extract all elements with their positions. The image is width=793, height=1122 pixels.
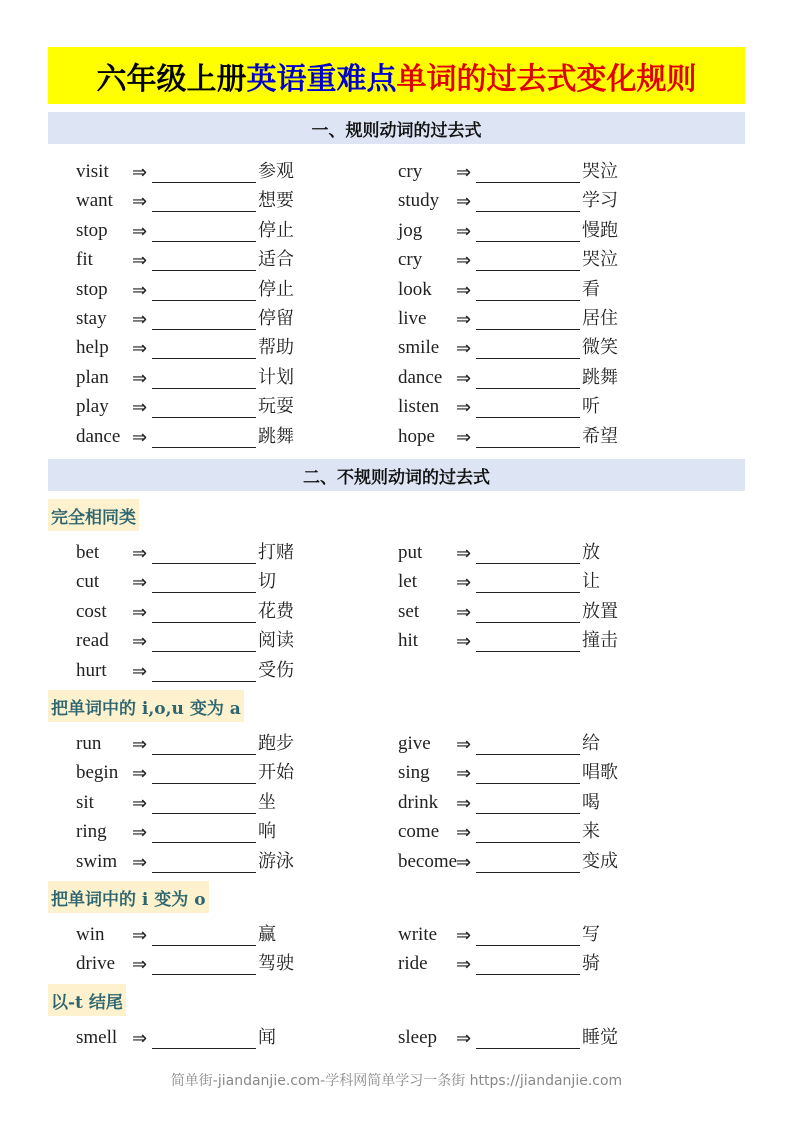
answer-blank[interactable] xyxy=(152,852,256,873)
chinese-meaning: 喝 xyxy=(582,791,600,813)
answer-blank[interactable] xyxy=(476,338,580,359)
answer-blank[interactable] xyxy=(152,427,256,448)
arrow-icon: ⇒ xyxy=(456,734,472,755)
answer-blank[interactable] xyxy=(152,602,256,623)
arrow-icon: ⇒ xyxy=(132,397,148,419)
answer-blank[interactable] xyxy=(152,925,256,946)
chinese-meaning: 驾驶 xyxy=(258,953,294,975)
word-row xyxy=(398,847,618,873)
answer-blank[interactable] xyxy=(476,602,580,623)
answer-blank[interactable] xyxy=(152,191,256,212)
word-row xyxy=(398,186,618,212)
base-verb: sleep xyxy=(398,1027,438,1048)
answer-blank[interactable] xyxy=(152,1028,256,1049)
arrow-icon: ⇒ xyxy=(132,601,148,623)
arrow-icon: ⇒ xyxy=(456,162,472,183)
chinese-meaning: 跳舞 xyxy=(582,366,618,388)
base-verb: write xyxy=(398,924,438,945)
word-row xyxy=(76,626,294,652)
word-row xyxy=(76,656,294,682)
base-verb: hope xyxy=(398,425,435,447)
answer-blank[interactable] xyxy=(152,368,256,389)
section-heading-regular: 一、规则动词的过去式 xyxy=(48,112,745,144)
chinese-meaning: 响 xyxy=(258,821,276,843)
arrow-icon: ⇒ xyxy=(132,162,148,183)
chinese-meaning: 居住 xyxy=(582,308,618,329)
base-verb: put xyxy=(398,542,423,563)
word-row xyxy=(76,186,294,212)
answer-blank[interactable] xyxy=(476,280,580,301)
answer-blank[interactable] xyxy=(152,954,256,975)
chinese-meaning: 花费 xyxy=(258,600,294,622)
word-row xyxy=(76,392,294,418)
word-row xyxy=(398,567,600,593)
arrow-icon: ⇒ xyxy=(456,309,472,330)
word-row xyxy=(398,392,600,418)
chinese-meaning: 受伤 xyxy=(258,659,294,681)
arrow-icon: ⇒ xyxy=(456,191,472,213)
base-verb: cost xyxy=(76,600,107,622)
answer-blank[interactable] xyxy=(152,397,256,418)
base-verb: begin xyxy=(76,762,119,784)
word-row xyxy=(398,363,618,389)
answer-blank[interactable] xyxy=(152,280,256,301)
section-heading-irregular: 二、不规则动词的过去式 xyxy=(48,459,745,491)
chinese-meaning: 阅读 xyxy=(258,630,294,652)
arrow-icon: ⇒ xyxy=(132,1028,148,1049)
arrow-icon: ⇒ xyxy=(132,572,148,594)
title-part-rule: 单词的过去式变化规则 xyxy=(396,61,697,97)
word-row xyxy=(398,920,600,946)
page-title xyxy=(48,47,745,104)
chinese-meaning: 哭泣 xyxy=(582,161,618,182)
word-row xyxy=(398,729,600,755)
word-row xyxy=(76,567,276,593)
answer-blank[interactable] xyxy=(152,572,256,593)
chinese-meaning: 玩耍 xyxy=(258,396,294,418)
arrow-icon: ⇒ xyxy=(456,925,472,946)
answer-blank[interactable] xyxy=(476,397,580,418)
answer-blank[interactable] xyxy=(476,734,580,755)
arrow-icon: ⇒ xyxy=(456,792,472,814)
base-verb: plan xyxy=(76,366,109,388)
arrow-icon: ⇒ xyxy=(132,763,148,785)
word-row xyxy=(76,817,276,843)
arrow-icon: ⇒ xyxy=(132,250,148,272)
word-row xyxy=(398,333,618,359)
answer-blank[interactable] xyxy=(476,427,580,448)
answer-blank[interactable] xyxy=(152,162,256,183)
chinese-meaning: 写 xyxy=(582,924,600,945)
base-verb: drink xyxy=(398,791,439,813)
word-row xyxy=(76,1023,276,1049)
answer-blank[interactable] xyxy=(152,338,256,359)
chinese-meaning: 给 xyxy=(582,733,600,754)
word-row xyxy=(76,216,294,242)
word-row xyxy=(76,920,276,946)
arrow-icon: ⇒ xyxy=(132,734,148,755)
arrow-icon: ⇒ xyxy=(456,250,472,272)
chinese-meaning: 跑步 xyxy=(258,733,294,754)
base-verb: ride xyxy=(398,953,428,975)
arrow-icon: ⇒ xyxy=(456,543,472,564)
word-row xyxy=(398,304,618,330)
base-verb: stop xyxy=(76,278,108,300)
answer-blank[interactable] xyxy=(152,734,256,755)
answer-blank[interactable] xyxy=(476,309,580,330)
word-row xyxy=(76,245,294,271)
word-row xyxy=(398,245,618,271)
chinese-meaning: 学习 xyxy=(582,190,618,212)
base-verb: study xyxy=(398,190,440,212)
chinese-meaning: 慢跑 xyxy=(582,219,618,241)
answer-blank[interactable] xyxy=(476,954,580,975)
base-verb: come xyxy=(398,821,440,843)
chinese-meaning: 帮助 xyxy=(258,337,294,359)
chinese-meaning: 开始 xyxy=(258,762,294,784)
word-row xyxy=(76,729,294,755)
chinese-meaning: 坐 xyxy=(258,791,276,813)
chinese-meaning: 想要 xyxy=(258,190,294,212)
base-verb: hit xyxy=(398,630,419,652)
word-row xyxy=(398,422,618,448)
answer-blank[interactable] xyxy=(476,822,580,843)
base-verb: sing xyxy=(398,762,430,784)
chinese-meaning: 参观 xyxy=(258,161,294,182)
chinese-meaning: 停止 xyxy=(258,278,294,300)
answer-blank[interactable] xyxy=(152,822,256,843)
arrow-icon: ⇒ xyxy=(456,822,472,844)
chinese-meaning: 赢 xyxy=(258,924,276,945)
subsection-label-i-to-o: 把单词中的 i 变为 o xyxy=(48,881,209,913)
arrow-icon: ⇒ xyxy=(456,367,472,389)
base-verb: cut xyxy=(76,571,100,593)
base-verb: help xyxy=(76,337,109,359)
word-row xyxy=(398,788,600,814)
base-verb: stop xyxy=(76,219,108,241)
base-verb: ring xyxy=(76,821,107,843)
chinese-meaning: 跳舞 xyxy=(258,425,294,447)
word-row xyxy=(76,333,294,359)
answer-blank[interactable] xyxy=(476,368,580,389)
answer-blank[interactable] xyxy=(152,543,256,564)
arrow-icon: ⇒ xyxy=(456,220,472,242)
arrow-icon: ⇒ xyxy=(456,1028,472,1049)
base-verb: look xyxy=(398,278,432,300)
word-row xyxy=(398,1023,618,1049)
base-verb: smile xyxy=(398,337,440,359)
arrow-icon: ⇒ xyxy=(456,426,472,448)
base-verb: fit xyxy=(76,249,93,271)
chinese-meaning: 撞击 xyxy=(582,630,618,652)
answer-blank[interactable] xyxy=(476,250,580,271)
base-verb: set xyxy=(398,600,420,622)
word-row xyxy=(76,538,294,564)
arrow-icon: ⇒ xyxy=(132,543,148,564)
chinese-meaning: 听 xyxy=(582,396,600,418)
base-verb: stay xyxy=(76,308,107,329)
chinese-meaning: 看 xyxy=(582,278,600,300)
chinese-meaning: 微笑 xyxy=(582,337,618,359)
chinese-meaning: 停留 xyxy=(258,308,294,329)
word-row xyxy=(398,597,618,623)
word-row xyxy=(398,758,618,784)
base-verb: listen xyxy=(398,396,440,418)
answer-blank[interactable] xyxy=(476,162,580,183)
answer-blank[interactable] xyxy=(476,852,580,873)
arrow-icon: ⇒ xyxy=(132,925,148,946)
base-verb: swim xyxy=(76,850,118,872)
arrow-icon: ⇒ xyxy=(456,851,472,873)
answer-blank[interactable] xyxy=(152,763,256,784)
chinese-meaning: 哭泣 xyxy=(582,249,618,271)
arrow-icon: ⇒ xyxy=(132,822,148,844)
chinese-meaning: 来 xyxy=(582,821,600,843)
arrow-icon: ⇒ xyxy=(132,792,148,814)
subsection-label-iou-to-a: 把单词中的 i,o,u 变为 a xyxy=(48,690,244,722)
answer-blank[interactable] xyxy=(476,631,580,652)
base-verb: smell xyxy=(76,1027,118,1048)
arrow-icon: ⇒ xyxy=(456,763,472,785)
answer-blank[interactable] xyxy=(476,572,580,593)
arrow-icon: ⇒ xyxy=(456,338,472,360)
answer-blank[interactable] xyxy=(476,191,580,212)
base-verb: give xyxy=(398,733,431,754)
arrow-icon: ⇒ xyxy=(132,851,148,873)
answer-blank[interactable] xyxy=(476,221,580,242)
base-verb: sit xyxy=(76,791,94,813)
arrow-icon: ⇒ xyxy=(132,426,148,448)
word-row xyxy=(398,949,600,975)
word-row xyxy=(398,626,618,652)
word-row xyxy=(398,538,600,564)
arrow-icon: ⇒ xyxy=(132,631,148,653)
base-verb: bet xyxy=(76,542,100,563)
answer-blank[interactable] xyxy=(476,1028,580,1049)
arrow-icon: ⇒ xyxy=(456,397,472,419)
arrow-icon: ⇒ xyxy=(132,279,148,301)
word-row xyxy=(398,275,600,301)
chinese-meaning: 适合 xyxy=(258,249,294,271)
answer-blank[interactable] xyxy=(152,221,256,242)
chinese-meaning: 闻 xyxy=(258,1027,276,1048)
base-verb: cry xyxy=(398,249,423,271)
arrow-icon: ⇒ xyxy=(456,572,472,594)
arrow-icon: ⇒ xyxy=(456,631,472,653)
base-verb: cry xyxy=(398,161,423,182)
arrow-icon: ⇒ xyxy=(132,954,148,976)
word-row xyxy=(76,363,294,389)
chinese-meaning: 停止 xyxy=(258,219,294,241)
chinese-meaning: 游泳 xyxy=(258,850,294,872)
answer-blank[interactable] xyxy=(152,309,256,330)
arrow-icon: ⇒ xyxy=(456,954,472,976)
base-verb: visit xyxy=(76,161,109,182)
base-verb: hurt xyxy=(76,659,107,681)
chinese-meaning: 切 xyxy=(258,571,276,593)
arrow-icon: ⇒ xyxy=(132,660,148,682)
arrow-icon: ⇒ xyxy=(132,367,148,389)
answer-blank[interactable] xyxy=(152,661,256,682)
chinese-meaning: 睡觉 xyxy=(582,1027,618,1048)
arrow-icon: ⇒ xyxy=(132,191,148,213)
word-row xyxy=(398,817,600,843)
title-part-grade: 六年级上册 xyxy=(96,61,247,97)
chinese-meaning: 计划 xyxy=(258,366,294,388)
arrow-icon: ⇒ xyxy=(132,309,148,330)
answer-blank[interactable] xyxy=(152,631,256,652)
word-row xyxy=(76,275,294,301)
base-verb: jog xyxy=(398,219,423,241)
subsection-label-t-ending: 以-t 结尾 xyxy=(48,984,126,1016)
chinese-meaning: 让 xyxy=(582,571,600,593)
word-row xyxy=(76,422,294,448)
base-verb: want xyxy=(76,190,113,212)
answer-blank[interactable] xyxy=(476,925,580,946)
arrow-icon: ⇒ xyxy=(456,279,472,301)
word-row xyxy=(398,157,618,183)
base-verb: let xyxy=(398,571,417,593)
page-footer: 简单街-jiandanjie.com-学科网简单学习一条街 https://jiandanjie.com xyxy=(170,1073,623,1089)
chinese-meaning: 唱歌 xyxy=(582,762,618,784)
base-verb: drive xyxy=(76,953,116,975)
word-row xyxy=(76,788,276,814)
word-row xyxy=(76,758,294,784)
word-row xyxy=(76,157,294,183)
word-row xyxy=(76,949,294,975)
base-verb: dance xyxy=(76,425,121,447)
chinese-meaning: 打赌 xyxy=(258,542,294,563)
base-verb: live xyxy=(398,308,427,329)
subsection-label-same: 完全相同类 xyxy=(48,499,139,531)
base-verb: become xyxy=(398,850,458,872)
base-verb: dance xyxy=(398,366,443,388)
chinese-meaning: 放置 xyxy=(582,600,618,622)
chinese-meaning: 希望 xyxy=(582,425,618,447)
base-verb: play xyxy=(76,396,109,418)
arrow-icon: ⇒ xyxy=(132,220,148,242)
base-verb: read xyxy=(76,630,109,652)
word-row xyxy=(76,304,294,330)
chinese-meaning: 放 xyxy=(582,542,600,563)
word-row xyxy=(76,847,294,873)
word-row xyxy=(76,597,294,623)
word-row xyxy=(398,216,618,242)
arrow-icon: ⇒ xyxy=(132,338,148,360)
answer-blank[interactable] xyxy=(476,793,580,814)
answer-blank[interactable] xyxy=(476,763,580,784)
base-verb: run xyxy=(76,733,102,754)
answer-blank[interactable] xyxy=(152,250,256,271)
title-part-topic: 英语重难点 xyxy=(246,61,397,97)
base-verb: win xyxy=(76,924,105,945)
answer-blank[interactable] xyxy=(152,793,256,814)
answer-blank[interactable] xyxy=(476,543,580,564)
arrow-icon: ⇒ xyxy=(456,601,472,623)
chinese-meaning: 骑 xyxy=(582,953,600,975)
chinese-meaning: 变成 xyxy=(582,850,618,872)
